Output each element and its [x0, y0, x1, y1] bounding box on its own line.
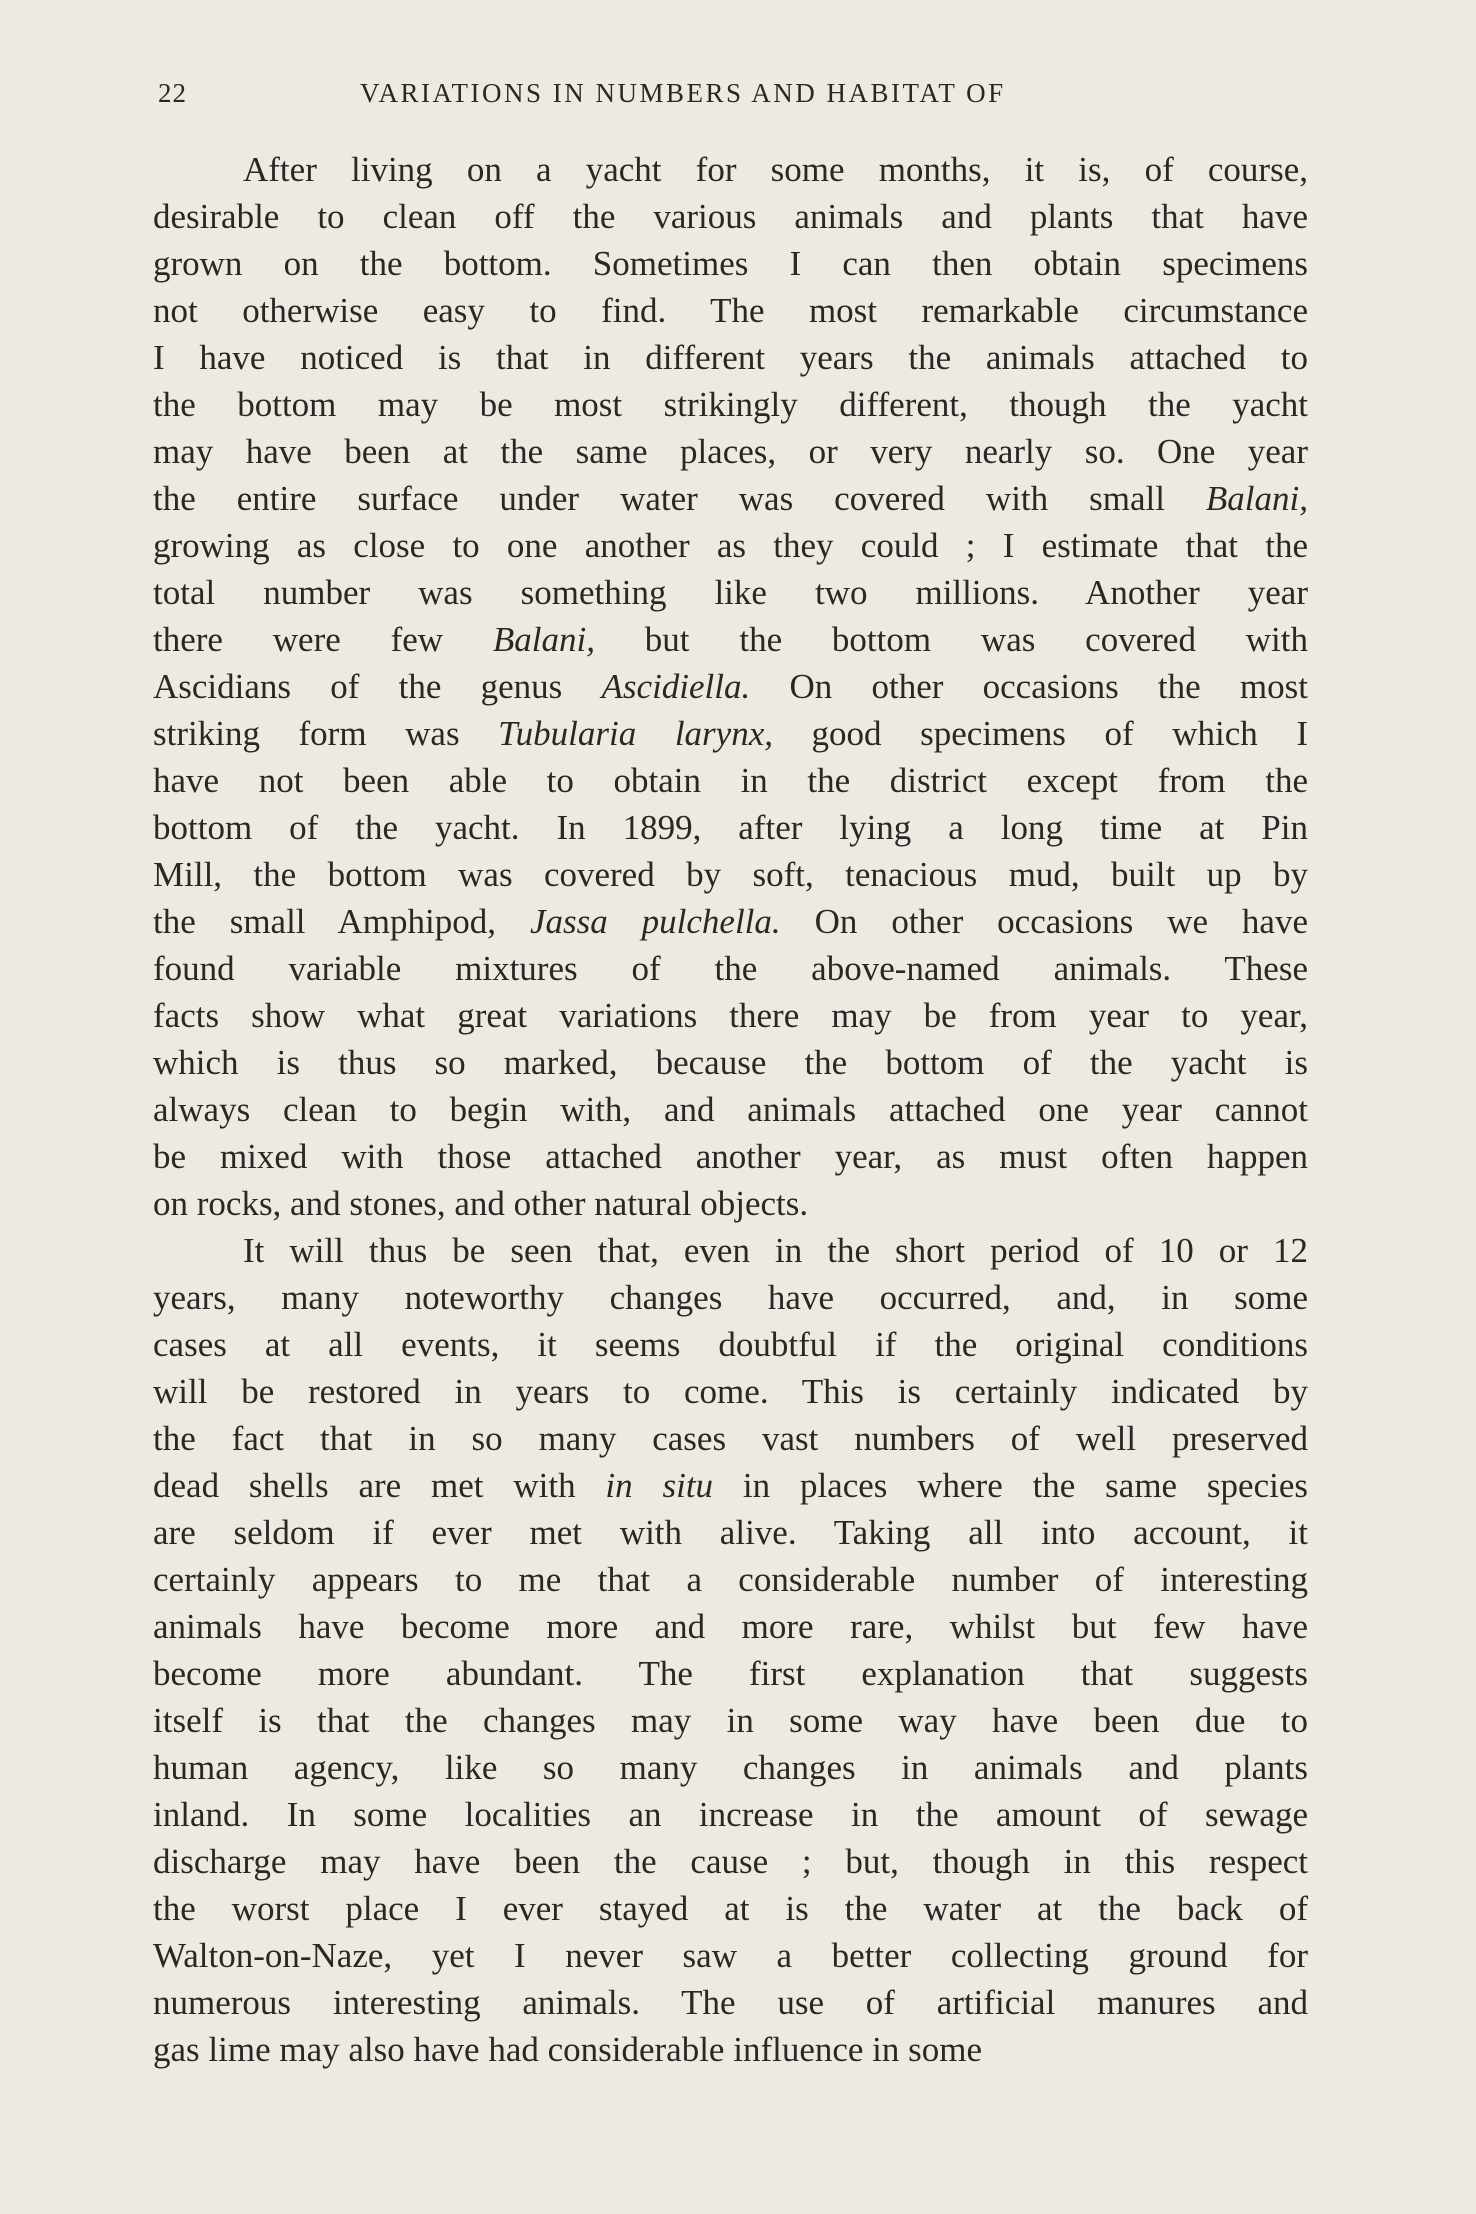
text-line	[153, 1744, 1308, 1791]
text-line	[153, 381, 1308, 428]
text-run: Ascidians of the genus	[153, 667, 602, 706]
text-run: cases at all events, it seems doubtful if the original conditions	[153, 1325, 1308, 1364]
italic-text: Balani,	[1205, 479, 1308, 518]
text-run: dead shells are met with	[153, 1466, 606, 1505]
text-line	[153, 898, 1308, 945]
text-run: On other occasions the most	[750, 667, 1308, 706]
text-line	[153, 1556, 1308, 1603]
text-line	[153, 1697, 1308, 1744]
text-run: itself is that the changes may in some way have been due to	[153, 1701, 1308, 1740]
text-line	[153, 1932, 1308, 1979]
text-line	[153, 193, 1308, 240]
text-line	[153, 334, 1308, 381]
text-run: animals have become more and more rare, whilst but few have	[153, 1607, 1308, 1646]
text-line	[153, 569, 1308, 616]
page-number: 22	[158, 78, 187, 108]
text-run: which is thus so marked, because the bottom of the yacht is	[153, 1043, 1308, 1082]
text-run: will be restored in years to come. This is certainly indicated by	[153, 1372, 1308, 1411]
text-line	[153, 1603, 1308, 1650]
text-run: total number was something like two millions. Another year	[153, 573, 1308, 612]
italic-text: in situ	[605, 1466, 714, 1505]
italic-text: Ascidiella.	[601, 667, 751, 706]
text-line	[153, 1650, 1308, 1697]
text-line	[153, 1368, 1308, 1415]
text-line	[153, 2026, 1308, 2073]
text-run: growing as close to one another as they could ; I estimate that the	[153, 526, 1308, 565]
text-line	[153, 1274, 1308, 1321]
text-line	[153, 1415, 1308, 1462]
text-run: striking form was	[153, 714, 499, 753]
text-run: grown on the bottom. Sometimes I can then obtain specimens	[153, 244, 1308, 283]
text-run: but the bottom was covered with	[594, 620, 1308, 659]
text-line	[153, 146, 1308, 193]
text-line	[153, 475, 1308, 522]
text-line	[153, 1039, 1308, 1086]
text-run: bottom of the yacht. In 1899, after lying a long time at Pin	[153, 808, 1308, 847]
text-line	[153, 710, 1308, 757]
text-line	[153, 1321, 1308, 1368]
text-run: certainly appears to me that a considerable number of interesting	[153, 1560, 1308, 1599]
text-line	[153, 804, 1308, 851]
text-run: Walton-on-Naze, yet I never saw a better collecting ground for	[153, 1936, 1308, 1975]
text-run: be mixed with those attached another year, as must often happen	[153, 1137, 1308, 1176]
text-line	[153, 1885, 1308, 1932]
text-run: good specimens of which I	[772, 714, 1308, 753]
text-run: gas lime may also have had considerable influence in some	[153, 2030, 983, 2069]
text-line	[153, 1086, 1308, 1133]
text-run: may have been at the same places, or very nearly so. One year	[153, 432, 1308, 471]
text-run: numerous interesting animals. The use of artificial manures and	[153, 1983, 1308, 2022]
text-line	[153, 1227, 1308, 1274]
text-run: found variable mixtures of the above-named animals. These	[153, 949, 1308, 988]
text-line	[153, 1791, 1308, 1838]
text-run: the entire surface under water was covered with small	[153, 479, 1206, 518]
text-run: not otherwise easy to find. The most remarkable circumstance	[153, 291, 1308, 330]
text-line	[153, 851, 1308, 898]
text-run: Mill, the bottom was covered by soft, tenacious mud, built up by	[153, 855, 1308, 894]
text-run: always clean to begin with, and animals attached one year cannot	[153, 1090, 1308, 1129]
text-line	[153, 287, 1308, 334]
text-run: have not been able to obtain in the district except from the	[153, 761, 1308, 800]
text-run: discharge may have been the cause ; but, though in this respect	[153, 1842, 1308, 1881]
text-line	[153, 992, 1308, 1039]
text-run: become more abundant. The first explanation that suggests	[153, 1654, 1308, 1693]
text-run: inland. In some localities an increase in the amount of sewage	[153, 1795, 1308, 1834]
text-line	[153, 663, 1308, 710]
italic-text: Jassa pulchella.	[529, 902, 781, 941]
text-run: years, many noteworthy changes have occurred, and, in some	[153, 1278, 1308, 1317]
running-head	[158, 78, 1308, 118]
text-run: the small Amphipod,	[153, 902, 530, 941]
text-line	[153, 1133, 1308, 1180]
text-run: there were few	[153, 620, 493, 659]
text-line	[153, 1838, 1308, 1885]
text-line	[153, 428, 1308, 475]
text-line	[153, 757, 1308, 804]
text-run: on rocks, and stones, and other natural objects.	[153, 1184, 809, 1223]
running-title: VARIATIONS IN NUMBERS AND HABITAT OF	[360, 78, 1006, 108]
text-run: I have noticed is that in different years the animals attached to	[153, 338, 1308, 377]
italic-text: Tubularia larynx,	[498, 714, 773, 753]
text-run: human agency, like so many changes in animals and plants	[153, 1748, 1308, 1787]
text-line	[153, 1979, 1308, 2026]
text-line	[153, 1180, 1308, 1227]
text-line	[153, 945, 1308, 992]
text-line	[153, 1462, 1308, 1509]
text-line	[153, 522, 1308, 569]
text-run: After living on a yacht for some months, it is, of course,	[243, 150, 1308, 189]
text-run: the fact that in so many cases vast numbers of well preserved	[153, 1419, 1308, 1458]
text-run: desirable to clean off the various animals and plants that have	[153, 197, 1308, 236]
text-run: It will thus be seen that, even in the short period of 10 or 12	[243, 1231, 1308, 1270]
text-run: On other occasions we have	[780, 902, 1308, 941]
text-line	[153, 616, 1308, 663]
text-run: are seldom if ever met with alive. Taking all into account, it	[153, 1513, 1308, 1552]
text-line	[153, 240, 1308, 287]
text-line	[153, 1509, 1308, 1556]
text-run: the bottom may be most strikingly different, though the yacht	[153, 385, 1308, 424]
text-run: the worst place I ever stayed at is the water at the back of	[153, 1889, 1308, 1928]
text-run: facts show what great variations there may be from year to year,	[153, 996, 1308, 1035]
body-text	[153, 146, 1308, 2073]
text-run: in places where the same species	[713, 1466, 1309, 1505]
italic-text: Balani,	[492, 620, 595, 659]
